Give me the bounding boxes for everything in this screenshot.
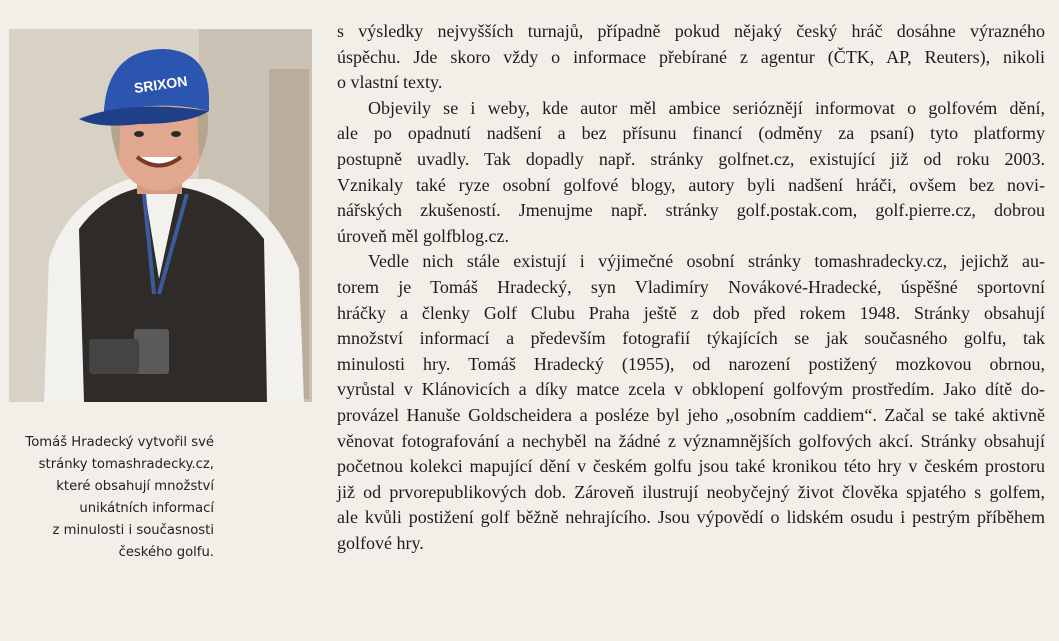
photo-caption — [9, 432, 312, 564]
article-line: úroveň měl golfblog.cz. — [337, 225, 509, 246]
article-line: vyrůstal v Klánovicích a díky matce zcela v obklopení golfovým prostředím. Jako dítě do- — [337, 379, 1045, 400]
article-line: minulosti hry. Tomáš Hradecký (1955), od narození postižený mozkovou obrnou, — [337, 353, 1045, 374]
article-line: o vlastní texty. — [337, 72, 443, 93]
article-line: Objevily se i weby, kde autor měl ambice serióznějí informovat o golfovém dění, — [368, 97, 1045, 118]
caption-line: Tomáš Hradecký vytvořil své — [25, 435, 214, 450]
portrait-photo — [9, 29, 312, 402]
article-line: hráčky a členky Golf Clubu Praha ještě z dob před rokem 1948. Stránky obsahují — [337, 302, 1045, 323]
caption-line: z minulosti i současnosti — [52, 523, 214, 538]
caption-line: které obsahují množství — [56, 479, 214, 494]
article-body — [337, 19, 1045, 556]
portrait-illustration — [9, 29, 312, 402]
cap-logo-text: SRIXON — [132, 72, 189, 97]
article-line: ale po opadnutí nadšení a bez přísunu financí (odměny za psaní) tyto platformy — [337, 123, 1045, 144]
article-line: Vznikaly také ryze osobní golfové blogy, autory byli nadšení hráči, ovšem bez novi- — [337, 174, 1045, 195]
caption-line: českého golfu. — [118, 545, 214, 560]
article-line: úspěchu. Jde skoro vždy o informace přebírané z agentur (ČTK, AP, Reuters), nikoli — [337, 46, 1045, 67]
article-line: Vedle nich stále existují i výjimečné osobní stránky tomashradecky.cz, jejichž au- — [368, 251, 1045, 272]
caption-line: unikátních informací — [79, 501, 214, 516]
article-line: početnou kolekci mapující dění v českém golfu jsou také kronikou této hry v českém prostoru — [337, 456, 1045, 477]
article-line: nářských zkušeností. Jmenujme např. stránky golf.postak.com, golf.pierre.cz, dobrou — [337, 200, 1045, 221]
article-line: torem je Tomáš Hradecký, syn Vladimíry Novákové-Hradecké, úspěšné sportovní — [337, 276, 1045, 297]
article-line: provázel Hanuše Goldscheidera a posléze byl jeho „osobním caddiem“. Začal se také aktivně — [337, 404, 1045, 425]
article-line: postupně uvadly. Tak dopadly např. stránky golfnet.cz, existující již od roku 2003. — [337, 148, 1045, 169]
article-line: již od prvorepublikových dob. Zároveň ilustrují neobyčejný život člověka spjatého s golfem, — [337, 481, 1045, 502]
caption-line: stránky tomashradecky.cz, — [38, 457, 214, 472]
article-line: věnovat fotografování a nechyběl na žádné z významnějších golfových akcí. Stránky obsahují — [337, 430, 1045, 451]
article-line: ale kvůli postižení golf běžně nehrajícího. Jsou výpovědí o lidském osudu i pestrým příběhem — [337, 507, 1045, 528]
article-line: s výsledky nejvyšších turnajů, případně pokud nějaký český hráč dosáhne výrazného — [337, 21, 1045, 41]
article-line: golfové hry. — [337, 532, 424, 553]
article-line: množství informací a především fotografií týkajících se jak současného golfu, tak — [337, 328, 1045, 349]
